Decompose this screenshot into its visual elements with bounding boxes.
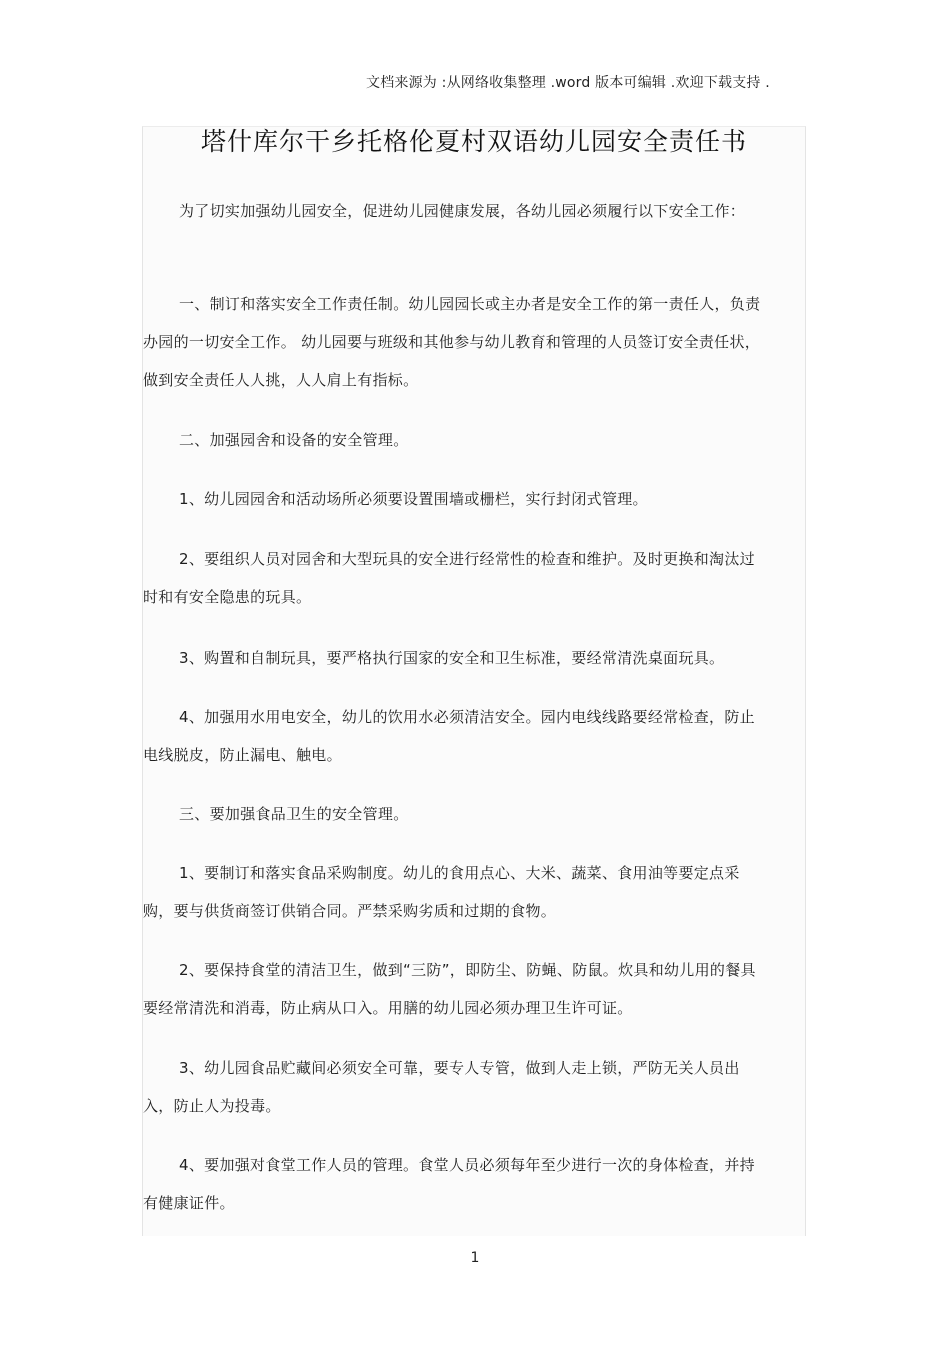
paragraph-intro: 为了切实加强幼儿园安全，促进幼儿园健康发展，各幼儿园必须履行以下安全工作： [179, 202, 746, 220]
paragraph-section-2-item-1: 1、幼儿园园舍和活动场所必须要设置围墙或栅栏，实行封闭式管理。 [179, 490, 648, 508]
paragraph-section-3-item-4: 4、要加强对食堂工作人员的管理。食堂人员必须每年至少进行一次的身体检查，并持有健康证件。 [143, 1156, 755, 1212]
paragraph-section-2-heading: 二、加强园舍和设备的安全管理。 [179, 431, 409, 449]
document-title: 塔什库尔干乡托格伦夏村双语幼儿园安全责任书 [200, 127, 747, 156]
paragraph-section-3-item-1: 1、要制订和落实食品采购制度。幼儿的食用点心、大米、蔬菜、食用油等要定点采购，要与供货商签订供销合同。严禁采购劣质和过期的食物。 [143, 864, 740, 920]
paragraph-section-3-item-2: 2、要保持食堂的清洁卫生，做到“三防”，即防尘、防蝇、防鼠。炊具和幼儿用的餐具要经常清洗和消毒，防止病从口入。用膳的幼儿园必须办理卫生许可证。 [143, 961, 756, 1017]
paragraph-section-2-item-3: 3、购置和自制玩具，要严格执行国家的安全和卫生标准，要经常清洗桌面玩具。 [179, 649, 725, 667]
paragraph-section-2-item-4: 4、加强用水用电安全，幼儿的饮用水必须清洁安全。园内电线线路要经常检查，防止电线脱皮，防止漏电、触电。 [143, 708, 755, 764]
page-number: 1 [470, 1250, 480, 1266]
paragraph-section-1: 一、制订和落实安全工作责任制。幼儿园园长或主办者是安全工作的第一责任人，负责办园的一切安全工作。 幼儿园要与班级和其他参与幼儿教育和管理的人员签订安全责任状，做到安全责任人人挑，人人肩上有指标。 [143, 295, 761, 389]
paragraph-section-3-item-3: 3、幼儿园食品贮藏间必须安全可靠，要专人专管，做到人走上锁，严防无关人员出入，防止人为投毒。 [143, 1059, 740, 1115]
header-note: 文档来源为 :从网络收集整理 .word 版本可编辑 .欢迎下载支持 . [366, 75, 770, 91]
paragraph-section-3-heading: 三、要加强食品卫生的安全管理。 [179, 805, 409, 823]
paragraph-section-2-item-2: 2、要组织人员对园舍和大型玩具的安全进行经常性的检查和维护。及时更换和淘汰过时和有安全隐患的玩具。 [143, 550, 755, 606]
